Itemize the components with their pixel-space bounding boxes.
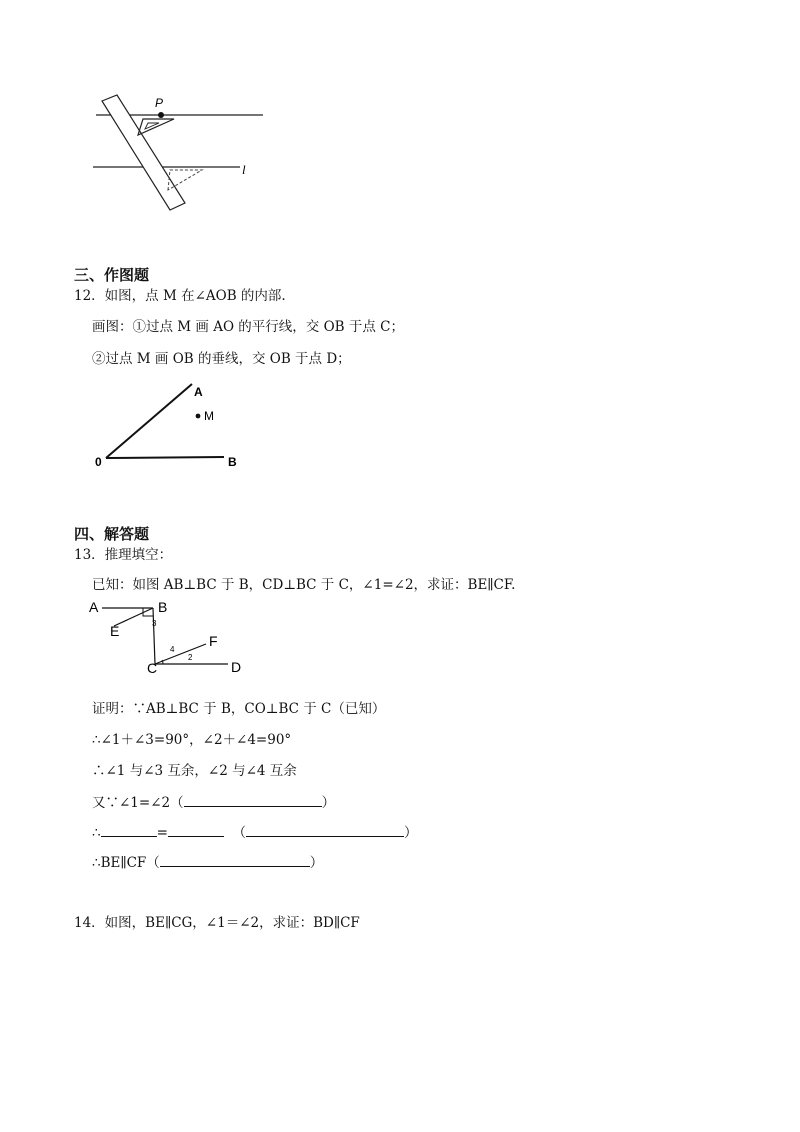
label-b: B [158, 599, 168, 615]
proof-line-6 [92, 852, 323, 872]
proof-line-5 [92, 822, 418, 842]
label-f: F [209, 633, 218, 649]
label-a: A [194, 385, 203, 399]
proof-line-5-suffix: ） [404, 825, 418, 841]
label-a: A [89, 599, 99, 615]
proof-line-1: 证明：∵AB⊥BC 于 B，CO⊥BC 于 C（已知） [92, 701, 386, 717]
angle-aob-figure [90, 378, 250, 473]
ray-ob [106, 457, 224, 458]
label-l: l [242, 162, 246, 177]
q12-draw-step1: 画图：①过点 M 画 AO 的平行线，交 OB 于点 C； [92, 319, 404, 335]
label-b: B [228, 455, 237, 469]
label-m: M [204, 409, 214, 423]
angle-label-4: 4 [170, 645, 175, 654]
q13-given: 已知：如图 AB⊥BC 于 B，CD⊥BC 于 C，∠1=∠2，求证：BE∥CF. [92, 577, 516, 593]
q13-stem: 13．推理填空： [74, 547, 173, 563]
reason-blank-3[interactable] [160, 852, 310, 867]
parallel-construction-figure [88, 92, 268, 217]
label-e: E [110, 623, 120, 639]
label-c: C [147, 660, 158, 676]
proof-line-5-paren-open: （ [232, 825, 246, 841]
proof-line-4 [92, 792, 335, 812]
set-square-lower-dashed [168, 170, 202, 190]
q12-draw-step2: ②过点 M 画 OB 的垂线，交 OB 于点 D； [92, 351, 351, 367]
reason-blank-1[interactable] [184, 792, 322, 807]
point-m [196, 414, 201, 419]
proof-line-4-prefix: 又∵∠1=∠2（ [92, 795, 184, 811]
q12-stem: 12．如图，点 M 在∠AOB 的内部. [74, 288, 286, 304]
perpendicular-figure [88, 598, 258, 678]
angle-blank-left[interactable] [101, 822, 157, 837]
angle-label-2: 2 [188, 653, 193, 662]
ruler [102, 95, 185, 210]
set-square-upper [138, 119, 174, 135]
q14-stem: 14．如图，BE∥CG，∠1＝∠2，求证：BD∥CF [74, 915, 360, 931]
segment-be [114, 608, 153, 626]
label-p: P [155, 96, 164, 110]
proof-line-2: ∴∠1＋∠3=90°，∠2＋∠4=90° [92, 732, 292, 748]
proof-line-5-eq: = [156, 825, 168, 841]
ray-oa [106, 384, 192, 458]
proof-line-3: ∴∠1 与∠3 互余，∠2 与∠4 互余 [92, 763, 297, 779]
section-four-heading: 四、解答题 [74, 525, 150, 543]
segment-bc [153, 608, 155, 664]
section-three-heading: 三、作图题 [74, 266, 150, 284]
label-d: D [231, 659, 242, 675]
proof-line-4-suffix: ） [321, 795, 336, 811]
label-o: 0 [95, 455, 102, 469]
proof-line-6-suffix: ） [309, 855, 324, 871]
proof-line-6-prefix: ∴BE∥CF（ [92, 855, 160, 871]
point-p [158, 112, 164, 118]
angle-label-3: 3 [152, 619, 157, 628]
reason-blank-2[interactable] [246, 822, 404, 837]
angle-blank-right[interactable] [168, 822, 224, 837]
proof-line-5-prefix: ∴ [92, 825, 101, 841]
